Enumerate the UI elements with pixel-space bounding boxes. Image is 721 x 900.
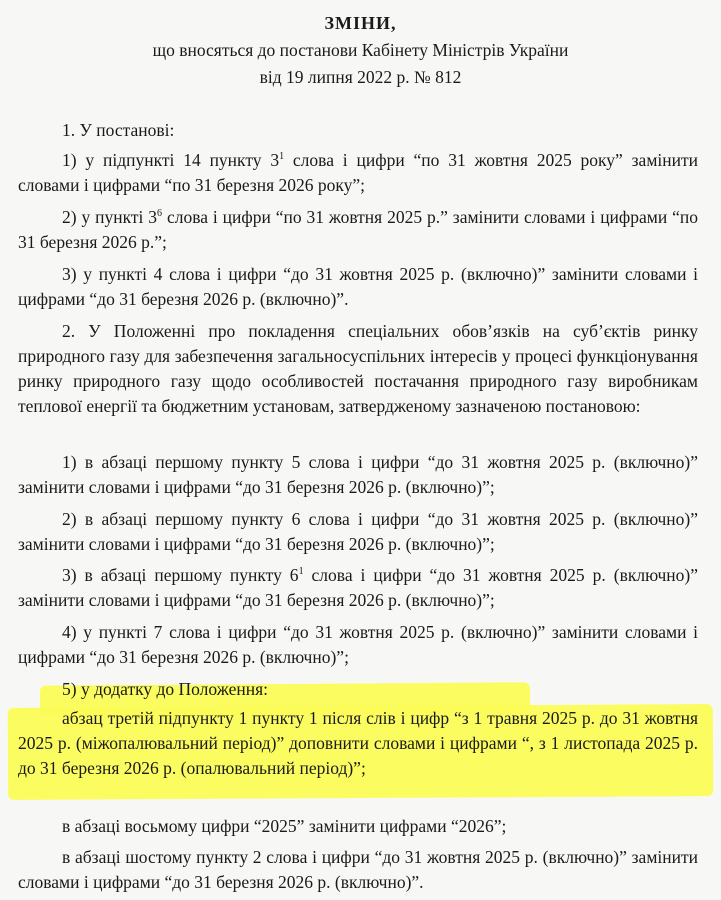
section-1-item-2-sup: 6 [157, 208, 163, 219]
section-2-item-5: 5) у додатку до Положення: [62, 679, 268, 699]
section-2-item-3-sup: 1 [298, 566, 304, 577]
section-1-item-3: 3) у пункті 4 слова і цифри “до 31 жовтня 2025 р. (включно)” замінити словами і цифрами “до 31 березня 2026 р. (включно)”. [18, 264, 698, 309]
section-2-item-5-paragraph-1: абзац третій підпункту 1 пункту 1 після слів і цифр “з 1 травня 2025 р. до 31 жовтня 2025 р. (міжопалювальний період)” доповнити словами і цифрами “, з 1 листопада 2025 р. до 31 березня 2026 р. (опалювальний період)”; [18, 708, 698, 778]
section-1-item-2-part-a: 2) у пункті 3 [62, 207, 158, 227]
section-2-item-5-paragraph-3: в абзаці шостому пункту 2 слова і цифри “до 31 жовтня 2025 р. (включно)” замінити словами і цифрами “до 31 березня 2026 р. (включно)”. [18, 847, 698, 892]
section-1-item-1-part-b: слова і цифри “по 31 жовтня 2025 року” замінити словами і цифрами “по 31 березня 2026 року”; [18, 150, 699, 195]
section-1-item-1-part-a: 1) у підпункті 14 пункту 3 [62, 150, 280, 170]
section-2-item-2: 2) в абзаці першому пункту 6 слова і цифри “до 31 жовтня 2025 р. (включно)” замінити словами і цифрами “до 31 березня 2026 р. (включно)”; [18, 509, 698, 554]
document-subtitle: що вносяться до постанови Кабінету Міністрів України [152, 40, 569, 60]
section-2-item-4: 4) у пункті 7 слова і цифри “до 31 жовтня 2025 р. (включно)” замінити словами і цифрами “до 31 березня 2026 р. (включно)”; [18, 622, 698, 667]
section-2-item-3-part-a: 3) в абзаці першому пункту 6 [62, 565, 299, 585]
section-1-heading: 1. У постанові: [62, 120, 175, 140]
section-2-item-1: 1) в абзаці першому пункту 5 слова і цифри “до 31 жовтня 2025 р. (включно)” замінити словами і цифрами “до 31 березня 2026 р. (включно)”; [18, 452, 698, 497]
section-1-item-2-part-b: слова і цифри “по 31 жовтня 2025 р.” замінити словами і цифрами “по 31 березня 2026 р.”; [18, 207, 699, 252]
section-1-item-1 [18, 148, 698, 198]
section-2-item-5-paragraph-2: в абзаці восьмому цифри “2025” замінити цифрами “2026”; [62, 816, 507, 836]
section-1-item-2 [18, 205, 698, 255]
document-title: ЗМІНИ, [324, 13, 397, 33]
section-2-heading: 2. У Положенні про покладення спеціальних обов’язків на суб’єктів ринку природного газу для забезпечення загальносуспільних інтересів у процесі функціонування ринку природного газу щодо особливостей постачання природного газу виробникам теплової енергії та бюджетним установам, затвердженому зазначеною постановою: [18, 321, 698, 416]
document-date-number: від 19 липня 2022 р. № 812 [259, 67, 462, 87]
section-2-item-3 [18, 563, 698, 613]
document-header [0, 10, 721, 91]
section-2-item-3-part-b: слова і цифри “до 31 жовтня 2025 р. (включно)” замінити словами і цифрами “до 31 березня 2026 р. (включно)”; [18, 565, 699, 610]
section-1-item-1-sup: 1 [279, 151, 285, 162]
